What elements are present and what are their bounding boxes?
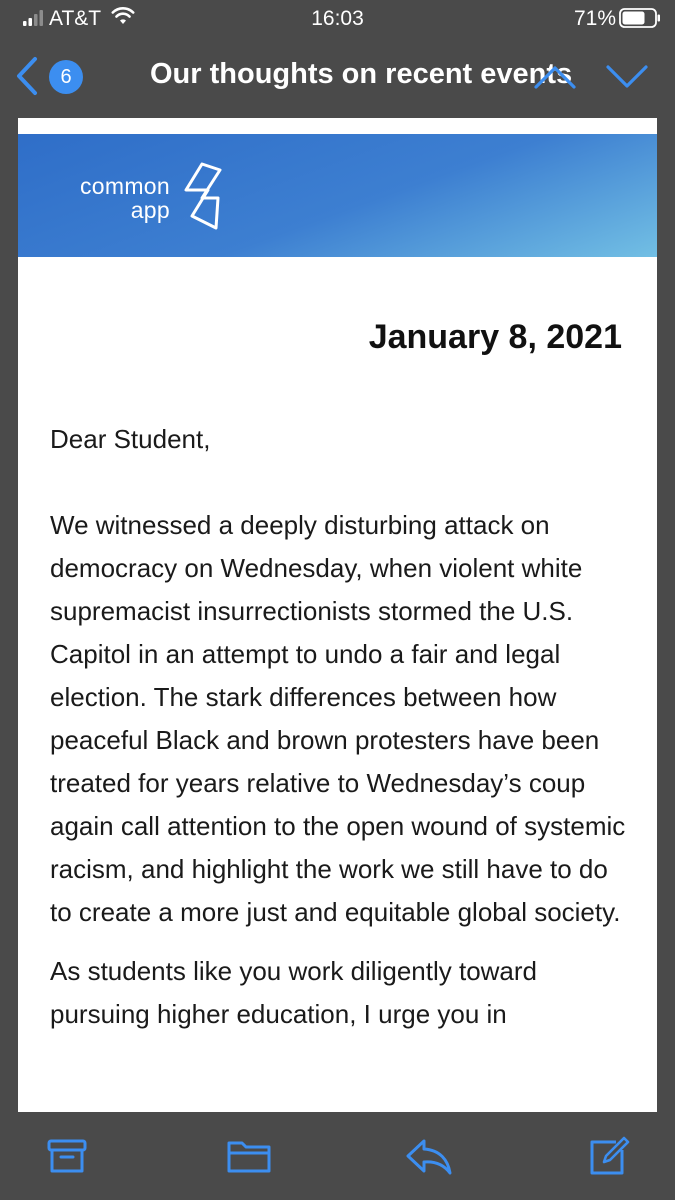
body-paragraph-1: We witnessed a deeply disturbing attack on democracy on Wednesday, when violent white supremacist insurrectionists stormed the U.S. Capitol in an attempt to undo a fair and legal election. The stark differences between how peaceful Black and brown protesters have been treated for years relative to Wednesday’s coup again call attention to the open wound of systemic racism, and highlight the work we still have to do to create a more just and equitable global society. (50, 510, 626, 927)
email-message (18, 118, 657, 1112)
logo-mark-icon (172, 160, 232, 232)
common-app-logo (48, 160, 228, 232)
chevron-up-icon[interactable] (532, 62, 578, 92)
back-button[interactable] (12, 54, 88, 98)
status-bar (0, 0, 675, 38)
message-subject: Our thoughts on recent events (150, 58, 573, 90)
compose-icon[interactable] (586, 1134, 630, 1178)
chevron-down-icon[interactable] (604, 62, 650, 92)
body-paragraph-2: As students like you work diligently toward pursuing higher education, I urge you in (50, 956, 538, 1029)
reply-icon[interactable] (404, 1134, 454, 1178)
nav-bar (0, 38, 675, 118)
chevron-left-icon (14, 56, 40, 96)
bottom-toolbar (0, 1112, 675, 1200)
carrier-name: AT&T (49, 7, 102, 30)
logo-wordmark (48, 174, 170, 222)
battery-percent: 71% (573, 7, 616, 30)
logo-line-1: common (80, 173, 170, 199)
email-date: January 8, 2021 (368, 318, 622, 356)
email-body (50, 418, 630, 1079)
greeting: Dear Student, (50, 424, 211, 454)
email-banner (18, 134, 657, 257)
unread-count-badge: 6 (49, 60, 83, 94)
logo-line-2: app (130, 197, 170, 223)
battery-icon (619, 8, 661, 28)
folder-icon[interactable] (226, 1134, 272, 1178)
archive-icon[interactable] (45, 1134, 89, 1178)
clock: 16:03 (311, 7, 364, 30)
